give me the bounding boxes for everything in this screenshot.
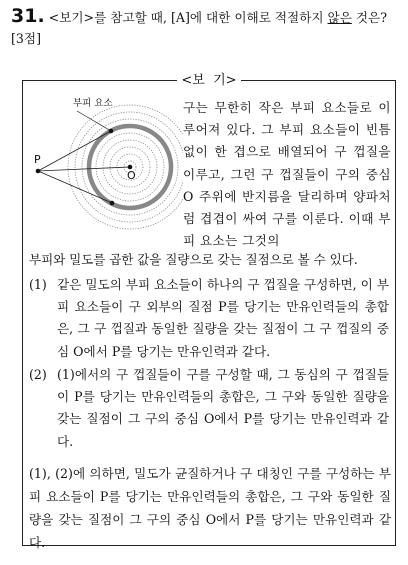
volume-element-dot: [109, 129, 114, 134]
question-text-end: 것은? [3점]: [11, 10, 387, 46]
bogi-title: <보 기>: [177, 72, 241, 89]
sphere-diagram: [33, 93, 183, 239]
question-text: <보기>를 참고할 때, [A]에 대한 이해로 적절하지: [48, 10, 328, 25]
point-p-dot: [36, 169, 41, 174]
volume-element-dot-2: [110, 201, 115, 206]
intro-paragraph-continued: 부피와 밀도를 곱한 값을 질량으로 갖는 질점으로 볼 수 있다.: [29, 252, 358, 267]
point-p-label: P: [34, 153, 41, 166]
statement-2: [29, 364, 389, 453]
sphere-figure: [33, 93, 183, 239]
force-line-2: [38, 167, 130, 171]
conclusion-paragraph: (1), (2)에 의하면, 밀도가 균질하거나 구 대칭인 구를 구성하는 부피 요소들이 P를 당기는 만유인력들의 총합은, 그 구와 동일한 질량을 갖는 질점이 그 구의 중심 O에서 P를 당기는 만유인력과 같다.: [29, 466, 391, 550]
question-number: 31.: [11, 5, 45, 27]
volume-element-label: 부피 요소: [73, 98, 113, 109]
force-line-3: [38, 171, 112, 203]
intro-paragraph: 구는 무한히 작은 부피 요소들로 이루어져 있다. 그 부피 요소들이 빈틈없이 한 겹으로 배열되어 구 껍질을 이루고, 그런 구 껍질들이 구의 중심 O 주위에 반지름을 달리하며 양파처럼 겹겹이 싸여 구를 이룬다. 이때 부피 요소는 그것의: [183, 100, 391, 249]
statement-1: [29, 274, 389, 363]
statement-2-marker: (2): [29, 367, 47, 382]
statement-1-marker: (1): [29, 277, 47, 292]
bogi-box: [22, 73, 396, 550]
statement-1-text: 같은 밀도의 부피 요소들이 하나의 구 껍질을 구성하면, 이 부피 요소들이 구 외부의 질점 P를 당기는 만유인력들의 총합은, 그 구 껍질과 동일한 질량을 갖는 질점이 그 구 껍질의 중심 O에서 P를 당기는 만유인력과 같다.: [57, 277, 390, 359]
statement-2-text: (1)에서의 구 껍질들이 구를 구성할 때, 그 동심의 구 껍질들이 P를 당기는 만유인력들의 총합은, 그 구와 동일한 질량을 갖는 질점이 그 구의 중심 O에서 P를 당기는 만유인력과 같다.: [57, 367, 389, 449]
question-stem: [11, 6, 403, 49]
question-emphasis: 않은: [327, 10, 352, 25]
center-o-label: O: [127, 169, 136, 182]
